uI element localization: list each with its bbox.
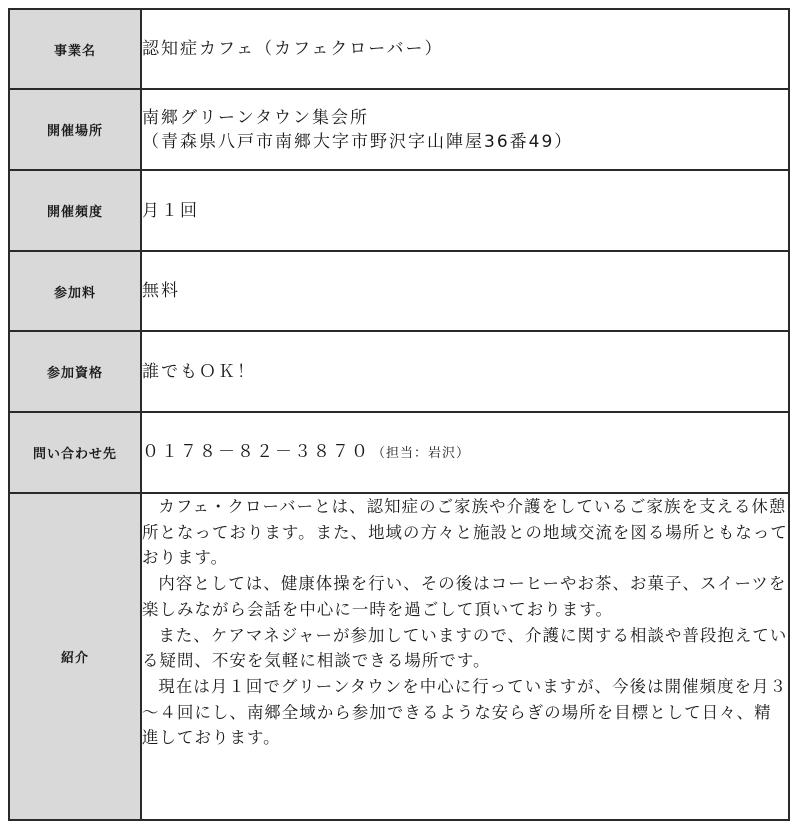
introduction-paragraph: 内容としては、健康体操を行い、その後はコーヒーやお茶、お菓子、スイーツを楽しみながら会話を中心に一時を過ごして頂いております。 [142, 574, 787, 619]
table-row [9, 251, 789, 331]
table-row [9, 170, 789, 251]
table-row [9, 331, 789, 412]
introduction-label: 紹介 [9, 493, 141, 820]
venue-label: 開催場所 [9, 89, 141, 170]
table-row [9, 9, 789, 89]
table-row [9, 412, 789, 493]
event-info-table [8, 8, 790, 821]
fee-value: 無料 [141, 251, 789, 331]
table-row [9, 493, 789, 820]
contact-label: 問い合わせ先 [9, 412, 141, 493]
contact-value [141, 412, 789, 493]
introduction-paragraph: また、ケアマネジャーが参加していますので、介護に関する相談や普段抱えている疑問、不安を気軽に相談できる場所です。 [142, 625, 788, 671]
contact-phone: ０１７８－８２－３８７０ [142, 441, 370, 462]
eligibility-label: 参加資格 [9, 331, 141, 412]
frequency-value: 月１回 [141, 170, 789, 251]
fee-label: 参加料 [9, 251, 141, 331]
event-name-label: 事業名 [9, 9, 141, 89]
table-row [9, 89, 789, 170]
introduction-text [141, 493, 789, 820]
venue-name: 南郷グリーンタウン集会所 [142, 107, 369, 128]
introduction-paragraph: カフェ・クローバーとは、認知症のご家族や介護をしているご家族を支える休憩所となっております。また、地域の方々と施設との地域交流を図る場所ともなっております。 [142, 497, 788, 568]
introduction-paragraph: 現在は月１回でグリーンタウンを中心に行っていますが、今後は開催頻度を月３～４回にし、南郷全域から参加できるような安らぎの場所を目標として日々、精進しております。 [142, 676, 788, 748]
event-name-value: 認知症カフェ（カフェクローバー） [141, 9, 789, 89]
eligibility-value: 誰でもＯＫ！ [141, 331, 789, 412]
frequency-label: 開催頻度 [9, 170, 141, 251]
contact-person-note: （担当：岩沢） [372, 445, 471, 461]
venue-value [141, 89, 789, 170]
venue-address: （青森県八戸市南郷大字市野沢字山陣屋36番49） [142, 131, 574, 152]
